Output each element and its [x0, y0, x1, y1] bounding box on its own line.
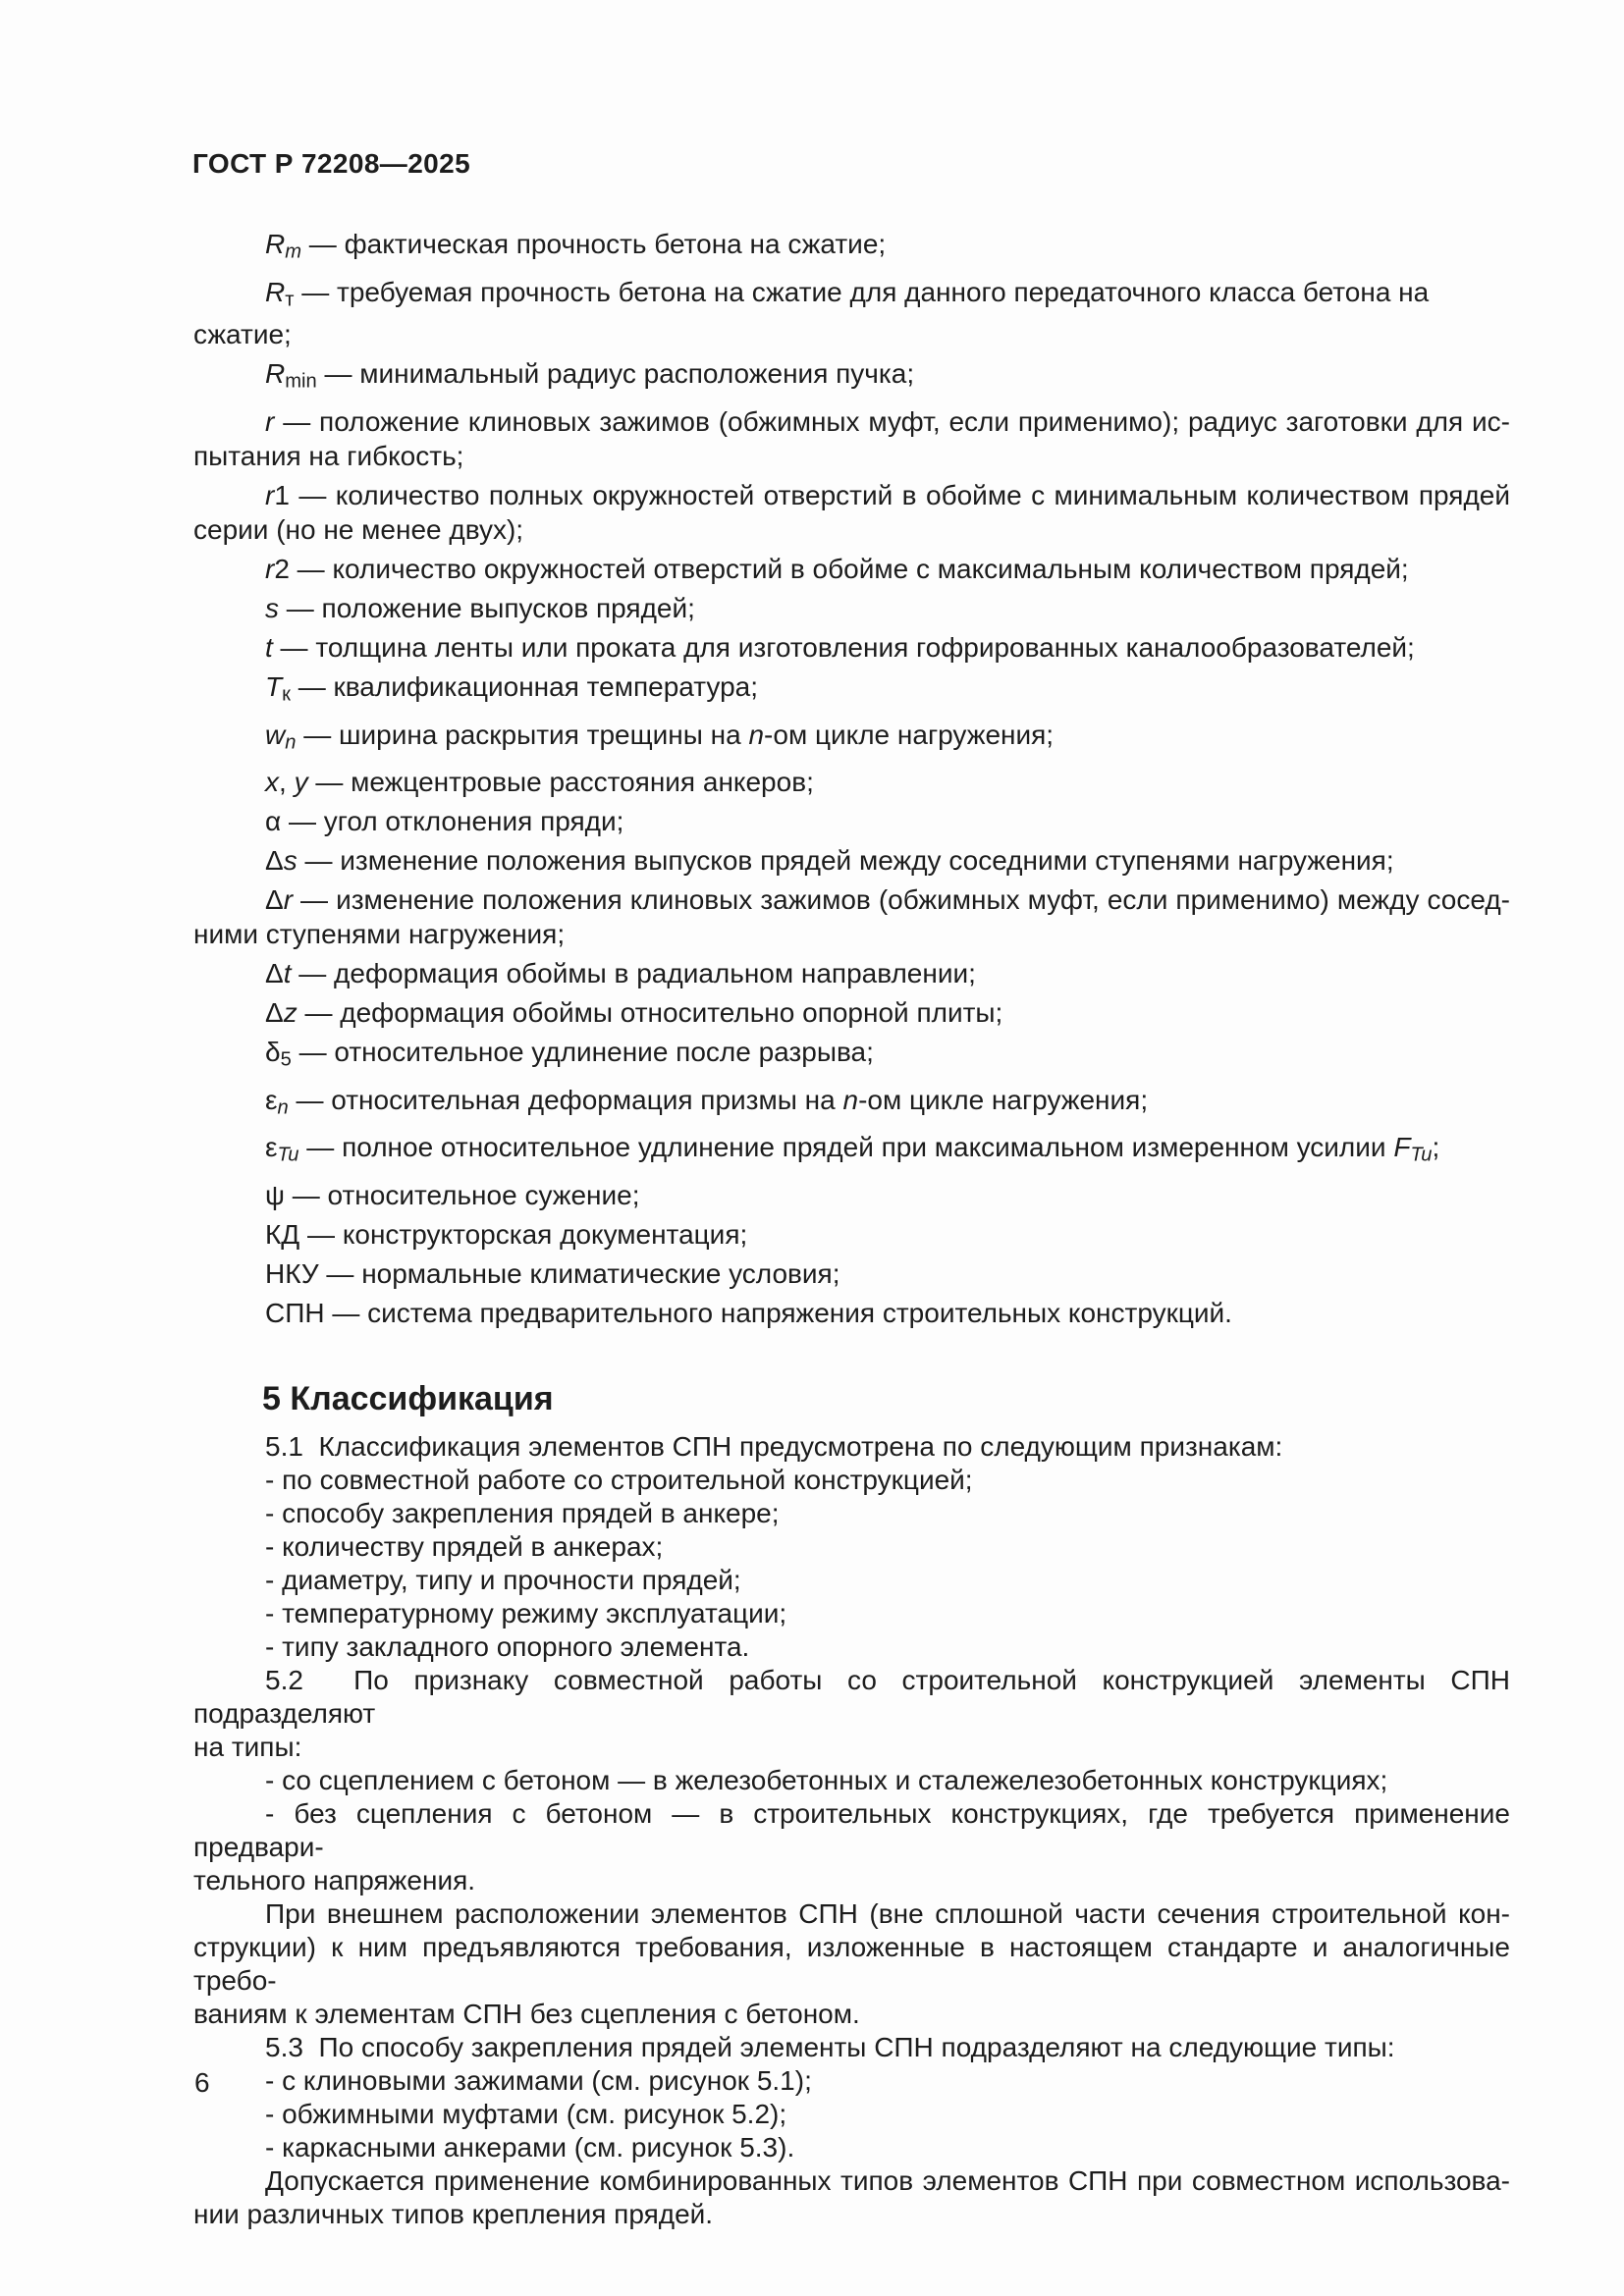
symbol: r [265, 405, 275, 437]
paragraph [193, 1530, 1510, 1564]
paragraph [193, 843, 1510, 878]
symbol: — относительная деформация призмы на [288, 1084, 843, 1115]
paragraph [193, 718, 1510, 761]
symbol: s [283, 845, 298, 877]
text-line: струкции) к ним предъявляются требования, изложенные в настоящем стандарте и аналогичные требо- [193, 1932, 1510, 1996]
paragraph [193, 956, 1510, 990]
text-line [193, 669, 1510, 713]
paragraph [193, 478, 1510, 547]
symbol: ε [265, 1132, 278, 1163]
symbol: ; [1432, 1132, 1440, 1163]
symbol: — деформация обоймы относительно опорной плиты; [297, 997, 1003, 1029]
symbol: -ом цикле нагружения; [764, 719, 1055, 750]
symbol: t [283, 958, 292, 989]
symbol: t [265, 631, 273, 663]
text-line: 5.3 По способу закрепления прядей элементы СПН подразделяют на следующие типы: [265, 2032, 1395, 2062]
symbol: , [279, 767, 295, 798]
symbol-subscript: m [285, 240, 302, 263]
paragraph [193, 1035, 1510, 1078]
symbol: r [265, 479, 275, 510]
symbol: — деформация обоймы в радиальном направлении; [291, 958, 976, 989]
symbol: — квалификационная температура; [290, 670, 759, 702]
text-line [193, 995, 1510, 1030]
paragraph [193, 2164, 1510, 2231]
symbol: R [265, 276, 286, 307]
paragraph [193, 2131, 1510, 2164]
text-line: СПН — система предварительного напряжения строительных конструкций. [265, 1298, 1232, 1328]
text-line [193, 630, 1510, 665]
text-line [193, 882, 1510, 917]
symbol: R [265, 358, 286, 390]
paragraph [193, 804, 1510, 838]
text-line [193, 404, 1510, 439]
text-line: НКУ — нормальные климатические условия; [265, 1258, 840, 1289]
paragraph [193, 591, 1510, 625]
text-line: - типу закладного опорного элемента. [265, 1631, 750, 1662]
text-line: - со сцеплением с бетоном — в железобетонных и сталежелезобетонных конструкциях; [265, 1765, 1388, 1795]
symbol: δ [265, 1037, 281, 1068]
symbol: — изменение положения выпусков прядей между соседними ступенями нагружения; [297, 845, 1394, 877]
symbol-subscript: min [285, 370, 317, 393]
text-line [193, 718, 1510, 761]
text-line: КД — конструкторская документация; [265, 1219, 748, 1250]
paragraph [193, 1178, 1510, 1212]
paragraph [193, 630, 1510, 665]
symbol: — толщина ленты или проката для изготовления гофрированных каналообразователей; [272, 631, 1415, 663]
symbol: Δ [265, 884, 284, 916]
symbol: Δ [265, 845, 284, 877]
paragraph [193, 552, 1510, 586]
paragraph [193, 1764, 1510, 1797]
text-line: пытания на гибкость; [193, 440, 464, 471]
paragraph [193, 1256, 1510, 1291]
paragraph [193, 765, 1510, 799]
text-line: нии различных типов крепления прядей. [193, 2199, 714, 2229]
symbol: 2 — количество окружностей отверстий в обойме с максимальным количеством прядей; [274, 553, 1409, 584]
paragraph [193, 1464, 1510, 1497]
symbol: Δ [265, 997, 284, 1029]
paragraph [193, 2031, 1510, 2064]
paragraph [193, 1564, 1510, 1597]
symbol: F [1393, 1132, 1411, 1163]
paragraph [193, 1130, 1510, 1173]
document-header: ГОСТ Р 72208—2025 [192, 148, 471, 179]
paragraph [193, 882, 1510, 951]
symbol: — изменение положения клиновых зажимов (обжимных муфт, если применимо) между сосед- [293, 884, 1510, 916]
text-line [193, 1083, 1510, 1126]
paragraph [193, 275, 1510, 352]
symbol: — относительное удлинение после разрыва; [291, 1037, 874, 1068]
paragraph [193, 1217, 1510, 1252]
symbol: — положение выпусков прядей; [279, 592, 695, 623]
symbol-subscript: Tu [1410, 1145, 1433, 1166]
symbol-subscript: n [285, 731, 297, 754]
text-line [193, 478, 1510, 512]
symbol: x [265, 767, 279, 798]
text-line: ψ — относительное сужение; [265, 1180, 640, 1210]
text-line: - диаметру, типу и прочности прядей; [265, 1565, 741, 1595]
symbol: — полное относительное удлинение прядей при максимальном измеренном усилии [298, 1132, 1394, 1163]
paragraph [193, 2098, 1510, 2131]
paragraph [193, 1797, 1510, 1897]
symbol: r [283, 884, 294, 916]
paragraph [193, 1664, 1510, 1764]
paragraph [193, 1497, 1510, 1530]
text-line: тельного напряжения. [193, 1865, 476, 1896]
text-line: на типы: [193, 1732, 302, 1762]
paragraph [193, 1897, 1510, 2031]
text-line: - каркасными анкерами (см. рисунок 5.3). [265, 2132, 795, 2163]
text-line: - по совместной работе со строительной конструкцией; [265, 1465, 973, 1495]
text-line [193, 227, 1510, 270]
text-line: - с клиновыми зажимами (см. рисунок 5.1); [265, 2065, 812, 2096]
symbol: n [748, 719, 765, 750]
symbol: s [265, 592, 279, 623]
text-line [193, 591, 1510, 625]
symbol: — положение клиновых зажимов (обжимных муфт, если применимо); радиус заготовки для ис- [274, 405, 1510, 437]
symbol: n [842, 1084, 859, 1115]
symbol: 1 — количество полных окружностей отверстий в обойме с минимальным количеством прядей [274, 479, 1510, 510]
symbol-subscript: 5 [280, 1048, 292, 1071]
paragraph [193, 404, 1510, 473]
text-line: 5.1 Классификация элементов СПН предусмотрена по следующим признакам: [265, 1431, 1283, 1462]
text-line: α — угол отклонения пряди; [265, 806, 624, 837]
symbol: w [265, 719, 286, 750]
paragraph [193, 669, 1510, 713]
text-line [193, 275, 1510, 352]
text-line: При внешнем расположении элементов СПН (вне сплошной части сечения строительной кон- [265, 1898, 1510, 1929]
section-content [193, 1430, 1510, 2231]
paragraph [193, 1430, 1510, 1464]
paragraph [193, 1630, 1510, 1664]
symbol: y [294, 767, 308, 798]
symbol: z [283, 997, 298, 1029]
text-line: - температурному режиму эксплуатации; [265, 1598, 787, 1629]
text-line: ваниям к элементам СПН без сцепления с бетоном. [193, 1999, 860, 2029]
text-line [193, 356, 1510, 400]
symbol: — требуемая прочность бетона на сжатие для данного передаточного класса бетона на сжатие; [193, 276, 1430, 350]
text-line: - без сцепления с бетоном — в строительных конструкциях, где требуется применение предвари- [193, 1798, 1510, 1862]
section-heading: 5 Классификация [262, 1380, 554, 1417]
symbol-subscript: n [277, 1096, 289, 1119]
symbol: — ширина раскрытия трещины на [296, 719, 749, 750]
text-line [193, 765, 1510, 799]
paragraph [193, 995, 1510, 1030]
symbol: Δ [265, 958, 284, 989]
text-line: - способу закрепления прядей в анкере; [265, 1498, 780, 1528]
symbol: -ом цикле нагружения; [858, 1084, 1149, 1115]
symbol: T [265, 670, 283, 702]
text-line [193, 1035, 1510, 1078]
symbol: R [265, 229, 286, 259]
symbol: — фактическая прочность бетона на сжатие; [301, 229, 887, 259]
text-line [193, 1130, 1510, 1173]
paragraph [193, 356, 1510, 400]
text-line: - обжимными муфтами (см. рисунок 5.2); [265, 2099, 787, 2129]
text-line: Допускается применение комбинированных типов элементов СПН при совместном использова- [265, 2165, 1510, 2196]
page-number: 6 [194, 2067, 210, 2098]
document-content [193, 227, 1510, 2231]
paragraph [193, 2064, 1510, 2098]
definitions-list [193, 227, 1510, 1330]
symbol: — межцентровые расстояния анкеров; [307, 767, 814, 798]
symbol-subscript: Tu [277, 1145, 299, 1166]
symbol-subscript: к [282, 683, 291, 706]
paragraph [193, 1083, 1510, 1126]
paragraph [193, 227, 1510, 270]
symbol-subscript: т [285, 289, 295, 311]
text-line: - количеству прядей в анкерах; [265, 1531, 664, 1562]
paragraph [193, 1296, 1510, 1330]
symbol: — минимальный радиус расположения пучка; [316, 358, 915, 390]
paragraph [193, 1597, 1510, 1630]
text-line: ними ступенями нагружения; [193, 919, 566, 950]
symbol: r [265, 553, 275, 584]
text-line: 5.2 По признаку совместной работы со строительной конструкцией элементы СПН подразделяют [193, 1665, 1510, 1729]
symbol: ε [265, 1084, 278, 1115]
text-line: серии (но не менее двух); [193, 513, 524, 545]
text-line [193, 552, 1510, 586]
text-line [193, 843, 1510, 878]
text-line [193, 956, 1510, 990]
